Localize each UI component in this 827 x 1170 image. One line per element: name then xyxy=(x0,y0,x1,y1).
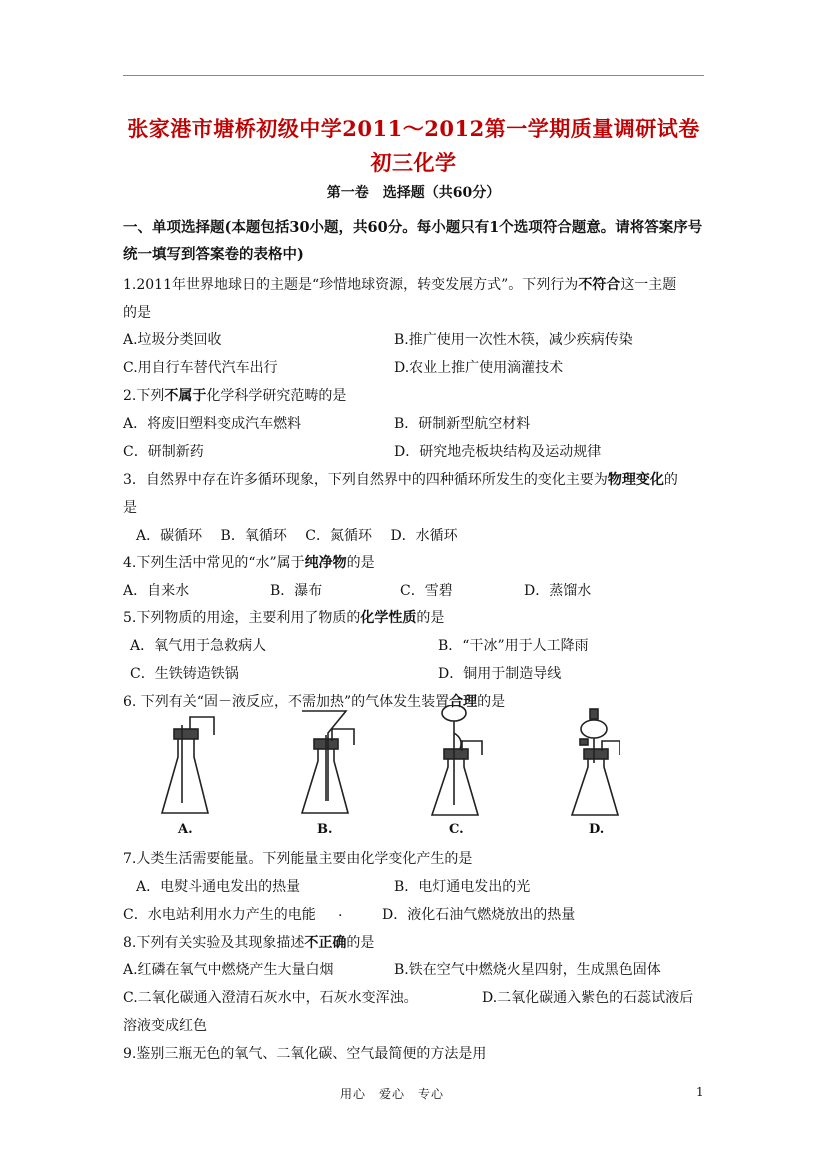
q5-option-d: D．铜用于制造导线 xyxy=(438,666,562,682)
apparatus-figure xyxy=(160,705,620,825)
page-footer: 用心 爱心 专心 xyxy=(340,1087,445,1101)
q7-option-a: A．电熨斗通电发出的热量 xyxy=(136,879,301,895)
q5-option-c: C．生铁铸造铁锅 xyxy=(130,666,239,682)
q2-option-a: A．将废旧塑料变成汽车燃料 xyxy=(123,416,302,432)
question-8-stem: 8.下列有关实验及其现象描述不正确的是 xyxy=(123,935,375,951)
apparatus-d-separatory-funnel xyxy=(572,709,620,815)
q1-option-b: B.推广使用一次性木筷，减少疾病传染 xyxy=(394,332,633,348)
apparatus-label-c: C. xyxy=(449,822,464,837)
q8-option-b: B.铁在空气中燃烧火星四射，生成黑色固体 xyxy=(394,962,661,978)
q7-dot: . xyxy=(338,904,343,920)
apparatus-label-a: A. xyxy=(178,822,193,837)
header-rule xyxy=(123,75,704,76)
question-1-stem-cont: 的是 xyxy=(123,305,151,321)
q1-option-a: A.垃圾分类回收 xyxy=(123,332,222,348)
q2-option-d: D．研究地壳板块结构及运动规律 xyxy=(394,444,602,460)
page-number: 1 xyxy=(696,1085,704,1099)
q8-option-d: D.二氧化碳通入紫色的石蕊试液后 xyxy=(482,990,694,1006)
q2-option-b: B．研制新型航空材料 xyxy=(394,416,531,432)
question-9-stem: 9.鉴别三瓶无色的氧气、二氧化碳、空气最简便的方法是用 xyxy=(123,1046,487,1062)
question-3-stem: 3．自然界中存在许多循环现象，下列自然界中的四种循环所发生的变化主要为物理变化的 xyxy=(123,472,678,488)
apparatus-b-funnel xyxy=(302,711,354,813)
q1-option-c: C.用自行车替代汽车出行 xyxy=(123,360,278,376)
q1-option-d: D.农业上推广使用滴灌技术 xyxy=(394,360,564,376)
q4-option-d: D．蒸馏水 xyxy=(524,583,592,599)
q7-option-b: B．电灯通电发出的光 xyxy=(394,879,531,895)
apparatus-a-flask xyxy=(162,717,214,813)
question-5-stem: 5.下列物质的用途，主要利用了物质的化学性质的是 xyxy=(123,610,445,626)
q7-option-c: C．水电站利用水力产生的电能 xyxy=(123,907,316,923)
q8-option-d-cont: 溶液变成红色 xyxy=(123,1018,207,1034)
apparatus-c-long-funnel xyxy=(432,705,482,815)
q4-option-c: C．雪碧 xyxy=(400,583,453,599)
section-heading: 一、单项选择题(本题包括30小题，共60分。每小题只有1个选项符合题意。请将答案序号统一填写到答案卷的表格中) xyxy=(123,219,703,263)
q5-option-a: A．氧气用于急救病人 xyxy=(130,638,267,654)
q5-option-b: B．“干冰”用于人工降雨 xyxy=(438,638,589,654)
question-7-stem: 7.人类生活需要能量。下列能量主要由化学变化产生的是 xyxy=(123,851,473,867)
q8-option-a: A.红磷在氧气中燃烧产生大量白烟 xyxy=(123,962,334,978)
apparatus-label-b: B. xyxy=(317,822,333,837)
section-subtitle: 第一卷 选择题（共60分） xyxy=(326,185,501,201)
question-3-stem-cont: 是 xyxy=(123,500,137,516)
q7-option-d: D．液化石油气燃烧放出的热量 xyxy=(382,907,576,923)
q4-option-b: B．瀑布 xyxy=(270,583,323,599)
apparatus-label-d: D. xyxy=(589,822,605,837)
q3-options: A．碳循环 B．氧循环 C．氮循环 D．水循环 xyxy=(136,528,458,544)
q8-option-c: C.二氧化碳通入澄清石灰水中，石灰水变浑浊。 xyxy=(123,990,418,1006)
question-1-stem: 1.2011年世界地球日的主题是“珍惜地球资源，转变发展方式”。下列行为不符合这一主题 xyxy=(123,277,677,293)
question-4-stem: 4.下列生活中常见的“水”属于纯净物的是 xyxy=(123,555,375,571)
q4-option-a: A．自来水 xyxy=(123,583,190,599)
page-title: 张家港市塘桥初级中学2011～2012第一学期质量调研试卷初三化学 xyxy=(127,116,700,175)
question-2-stem: 2.下列不属于化学科学研究范畴的是 xyxy=(123,388,347,404)
question-6-stem: 6. 下列有关“固－液反应，不需加热”的气体发生装置合理的是 xyxy=(123,694,506,710)
q2-option-c: C．研制新药 xyxy=(123,444,204,460)
